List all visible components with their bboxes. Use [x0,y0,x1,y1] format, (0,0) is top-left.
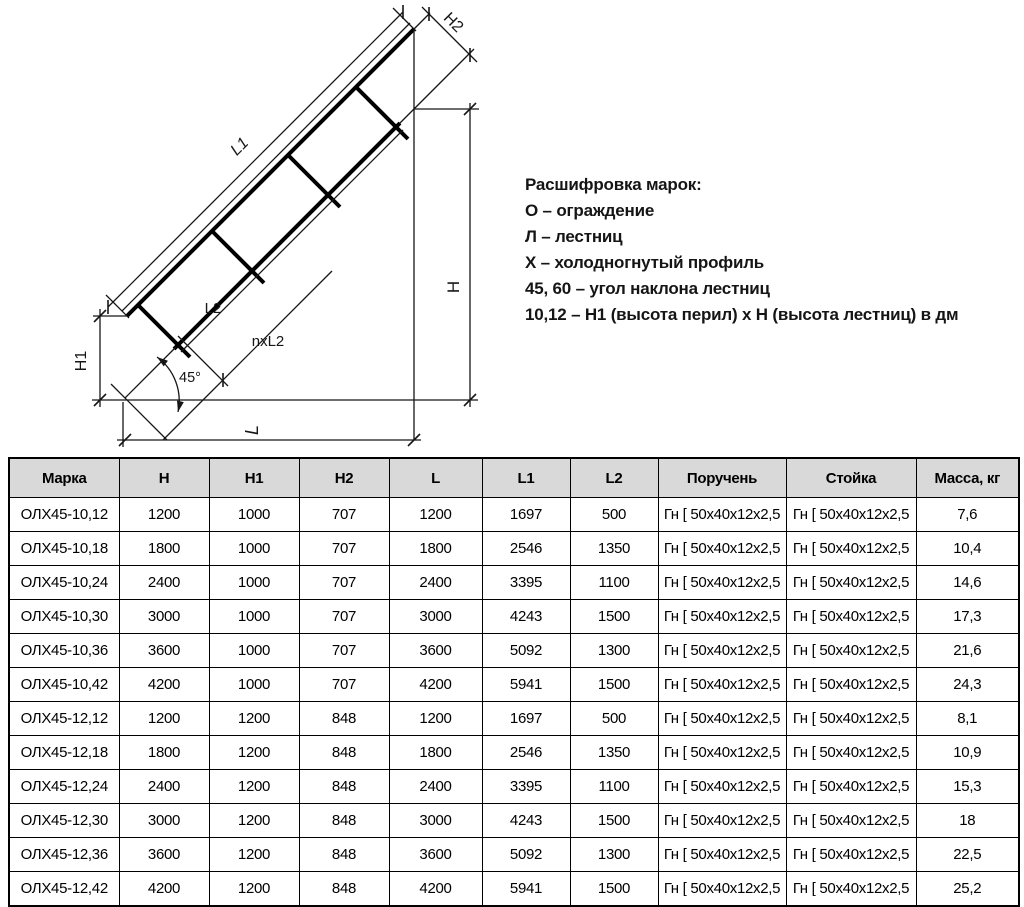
dimension-lines [100,7,477,440]
table-cell: Гн [ 50х40х12х2,5 [786,770,916,804]
table-cell: 3600 [119,838,209,872]
table-row [9,566,1019,600]
handrail-line [127,29,414,316]
table-cell: 3600 [389,838,482,872]
table-cell: Гн [ 50х40х12х2,5 [658,668,786,702]
table-cell: Гн [ 50х40х12х2,5 [658,566,786,600]
label-l2: L2 [204,300,222,317]
table-row [9,498,1019,532]
table-cell: Гн [ 50х40х12х2,5 [786,702,916,736]
table-cell: 2546 [482,736,570,770]
table-cell: Гн [ 50х40х12х2,5 [658,532,786,566]
table-cell: 707 [299,668,389,702]
table-cell: 707 [299,634,389,668]
stair-axis-lower-ext [125,347,176,398]
table-cell: 1100 [570,770,658,804]
table-cell: Гн [ 50х40х12х2,5 [658,838,786,872]
table-row [9,532,1019,566]
table-cell: 1500 [570,600,658,634]
table-cell: 1000 [209,566,299,600]
table-cell: Гн [ 50х40х12х2,5 [786,872,916,907]
column-header: Поручень [658,458,786,498]
table-cell: Гн [ 50х40х12х2,5 [658,498,786,532]
table-cell: 21,6 [916,634,1019,668]
table-cell: Гн [ 50х40х12х2,5 [658,702,786,736]
label-angle: 45° [179,370,201,386]
table-cell: Гн [ 50х40х12х2,5 [658,872,786,907]
mark-cell: ОЛХ45-10,30 [9,600,119,634]
column-header: Н2 [299,458,389,498]
table-cell: 1200 [209,872,299,907]
table-cell: 4243 [482,600,570,634]
table-cell: 3000 [389,804,482,838]
dimension-labels [73,10,466,435]
mark-cell: ОЛХ45-10,12 [9,498,119,532]
table-cell: 7,6 [916,498,1019,532]
mark-cell: ОЛХ45-10,36 [9,634,119,668]
table-cell: 5092 [482,838,570,872]
table-cell: 707 [299,566,389,600]
post-line [138,305,190,357]
table-cell: 500 [570,498,658,532]
table-cell: 10,9 [916,736,1019,770]
table-cell: Гн [ 50х40х12х2,5 [786,498,916,532]
table-cell: 4243 [482,804,570,838]
extension-lines [92,8,479,447]
table-cell: 14,6 [916,566,1019,600]
column-header: L [389,458,482,498]
table-cell: 707 [299,600,389,634]
table-cell: Гн [ 50х40х12х2,5 [658,736,786,770]
table-cell: 10,4 [916,532,1019,566]
table-cell: Гн [ 50х40х12х2,5 [786,532,916,566]
spec-table-body [9,498,1019,907]
mark-cell: ОЛХ45-12,42 [9,872,119,907]
table-cell: 2546 [482,532,570,566]
mark-cell: ОЛХ45-10,18 [9,532,119,566]
legend-title: Расшифровка марок: [525,175,702,194]
handrail-stub-ext [414,13,430,29]
table-cell: 500 [570,702,658,736]
table-cell: 1800 [119,532,209,566]
table-cell: Гн [ 50х40х12х2,5 [658,770,786,804]
table-cell: 1800 [389,532,482,566]
table-cell: 707 [299,532,389,566]
dim-l1 [108,12,403,307]
table-cell: 3000 [119,600,209,634]
table-row [9,770,1019,804]
legend-line: 10,12 – Н1 (высота перил) х Н (высота лестниц) в дм [525,305,959,324]
label-l: L [242,424,262,436]
arc-curve [157,357,179,412]
table-cell: 1300 [570,838,658,872]
table-row [9,634,1019,668]
table-cell: 848 [299,702,389,736]
l1-bottom-ext [106,295,129,318]
table-cell: Гн [ 50х40х12х2,5 [786,668,916,702]
table-cell: 8,1 [916,702,1019,736]
table-cell: 1500 [570,668,658,702]
spec-table [8,457,1020,907]
table-row [9,668,1019,702]
label-h: Н [444,280,463,294]
table-cell: 1100 [570,566,658,600]
table-cell: 1200 [389,498,482,532]
legend-line: 45, 60 – угол наклона лестниц [525,279,770,298]
table-cell: 2400 [119,566,209,600]
table-cell: 1697 [482,702,570,736]
table-cell: 1500 [570,872,658,907]
legend-block [525,172,958,328]
table-cell: Гн [ 50х40х12х2,5 [786,736,916,770]
mark-cell: ОЛХ45-10,42 [9,668,119,702]
mark-cell: ОЛХ45-12,24 [9,770,119,804]
table-row [9,872,1019,907]
stair-axis-upper-ext [400,49,474,123]
table-cell: 2400 [389,770,482,804]
table-row [9,838,1019,872]
table-cell: 3600 [389,634,482,668]
table-cell: 848 [299,770,389,804]
legend-line: Х – холодногнутый профиль [525,253,765,272]
post-line [288,155,340,207]
table-cell: 1800 [389,736,482,770]
table-cell: 1000 [209,634,299,668]
table-cell: 24,3 [916,668,1019,702]
table-cell: 1200 [209,804,299,838]
table-cell: 1800 [119,736,209,770]
table-cell: Гн [ 50х40х12х2,5 [786,566,916,600]
table-row [9,736,1019,770]
table-row [9,600,1019,634]
table-cell: 1350 [570,736,658,770]
post-line [212,231,264,283]
mark-cell: ОЛХ45-12,36 [9,838,119,872]
table-cell: 2400 [389,566,482,600]
label-nxl2: nxL2 [251,333,285,350]
table-cell: 5092 [482,634,570,668]
table-cell: 1350 [570,532,658,566]
table-cell: 1500 [570,804,658,838]
table-cell: 1697 [482,498,570,532]
column-header: Н [119,458,209,498]
table-cell: 1200 [119,498,209,532]
label-h1: Н1 [73,350,90,372]
table-cell: 1000 [209,600,299,634]
table-cell: Гн [ 50х40х12х2,5 [658,804,786,838]
table-cell: 22,5 [916,838,1019,872]
table-cell: Гн [ 50х40х12х2,5 [658,600,786,634]
column-header: L1 [482,458,570,498]
table-cell: 5941 [482,668,570,702]
table-cell: 5941 [482,872,570,907]
table-cell: 3395 [482,770,570,804]
table-cell: 25,2 [916,872,1019,907]
table-cell: 4200 [389,872,482,907]
table-cell: 17,3 [916,600,1019,634]
column-header: Н1 [209,458,299,498]
mark-cell: ОЛХ45-12,12 [9,702,119,736]
legend-line: Л – лестниц [525,227,623,246]
table-cell: 18 [916,804,1019,838]
table-cell: 1300 [570,634,658,668]
table-cell: 1200 [389,702,482,736]
ladder [122,23,414,357]
table-cell: 848 [299,736,389,770]
mark-cell: ОЛХ45-12,18 [9,736,119,770]
table-cell: 1000 [209,668,299,702]
table-cell: 707 [299,498,389,532]
table-cell: 3000 [389,600,482,634]
table-cell: Гн [ 50х40х12х2,5 [786,838,916,872]
table-cell: 1000 [209,532,299,566]
mark-cell: ОЛХ45-10,24 [9,566,119,600]
column-header: Масса, кг [916,458,1019,498]
column-header: L2 [570,458,658,498]
table-row [9,804,1019,838]
dimension-ticks [94,5,476,446]
table-cell: 4200 [119,872,209,907]
legend-line: О – ограждение [525,201,655,220]
header-row [9,458,1019,498]
table-cell: 4200 [389,668,482,702]
column-header: Стойка [786,458,916,498]
table-cell: 848 [299,838,389,872]
stringer-edge-line [181,130,403,352]
table-cell: 4200 [119,668,209,702]
table-cell: Гн [ 50х40х12х2,5 [786,634,916,668]
table-row [9,702,1019,736]
table-cell: 1200 [209,702,299,736]
table-cell: 1000 [209,498,299,532]
table-cell: 2400 [119,770,209,804]
table-cell: 848 [299,872,389,907]
column-header: Марка [9,458,119,498]
l2-delimiter-1 [111,384,167,440]
table-cell: 1200 [209,838,299,872]
table-cell: 848 [299,804,389,838]
table-cell: 1200 [119,702,209,736]
table-cell: 3000 [119,804,209,838]
table-cell: 1200 [209,736,299,770]
spec-table-wrap [8,457,1018,907]
table-cell: 3600 [119,634,209,668]
arc-arrowhead [177,401,184,413]
post-line [356,87,408,139]
table-cell: 3395 [482,566,570,600]
table-cell: Гн [ 50х40х12х2,5 [786,600,916,634]
label-l1: L1 [227,134,253,160]
table-cell: Гн [ 50х40х12х2,5 [658,634,786,668]
mark-cell: ОЛХ45-12,30 [9,804,119,838]
label-h2: Н2 [439,9,467,37]
l1-top-ext [393,8,416,31]
table-cell: 1200 [209,770,299,804]
table-cell: 15,3 [916,770,1019,804]
table-cell: Гн [ 50х40х12х2,5 [786,804,916,838]
